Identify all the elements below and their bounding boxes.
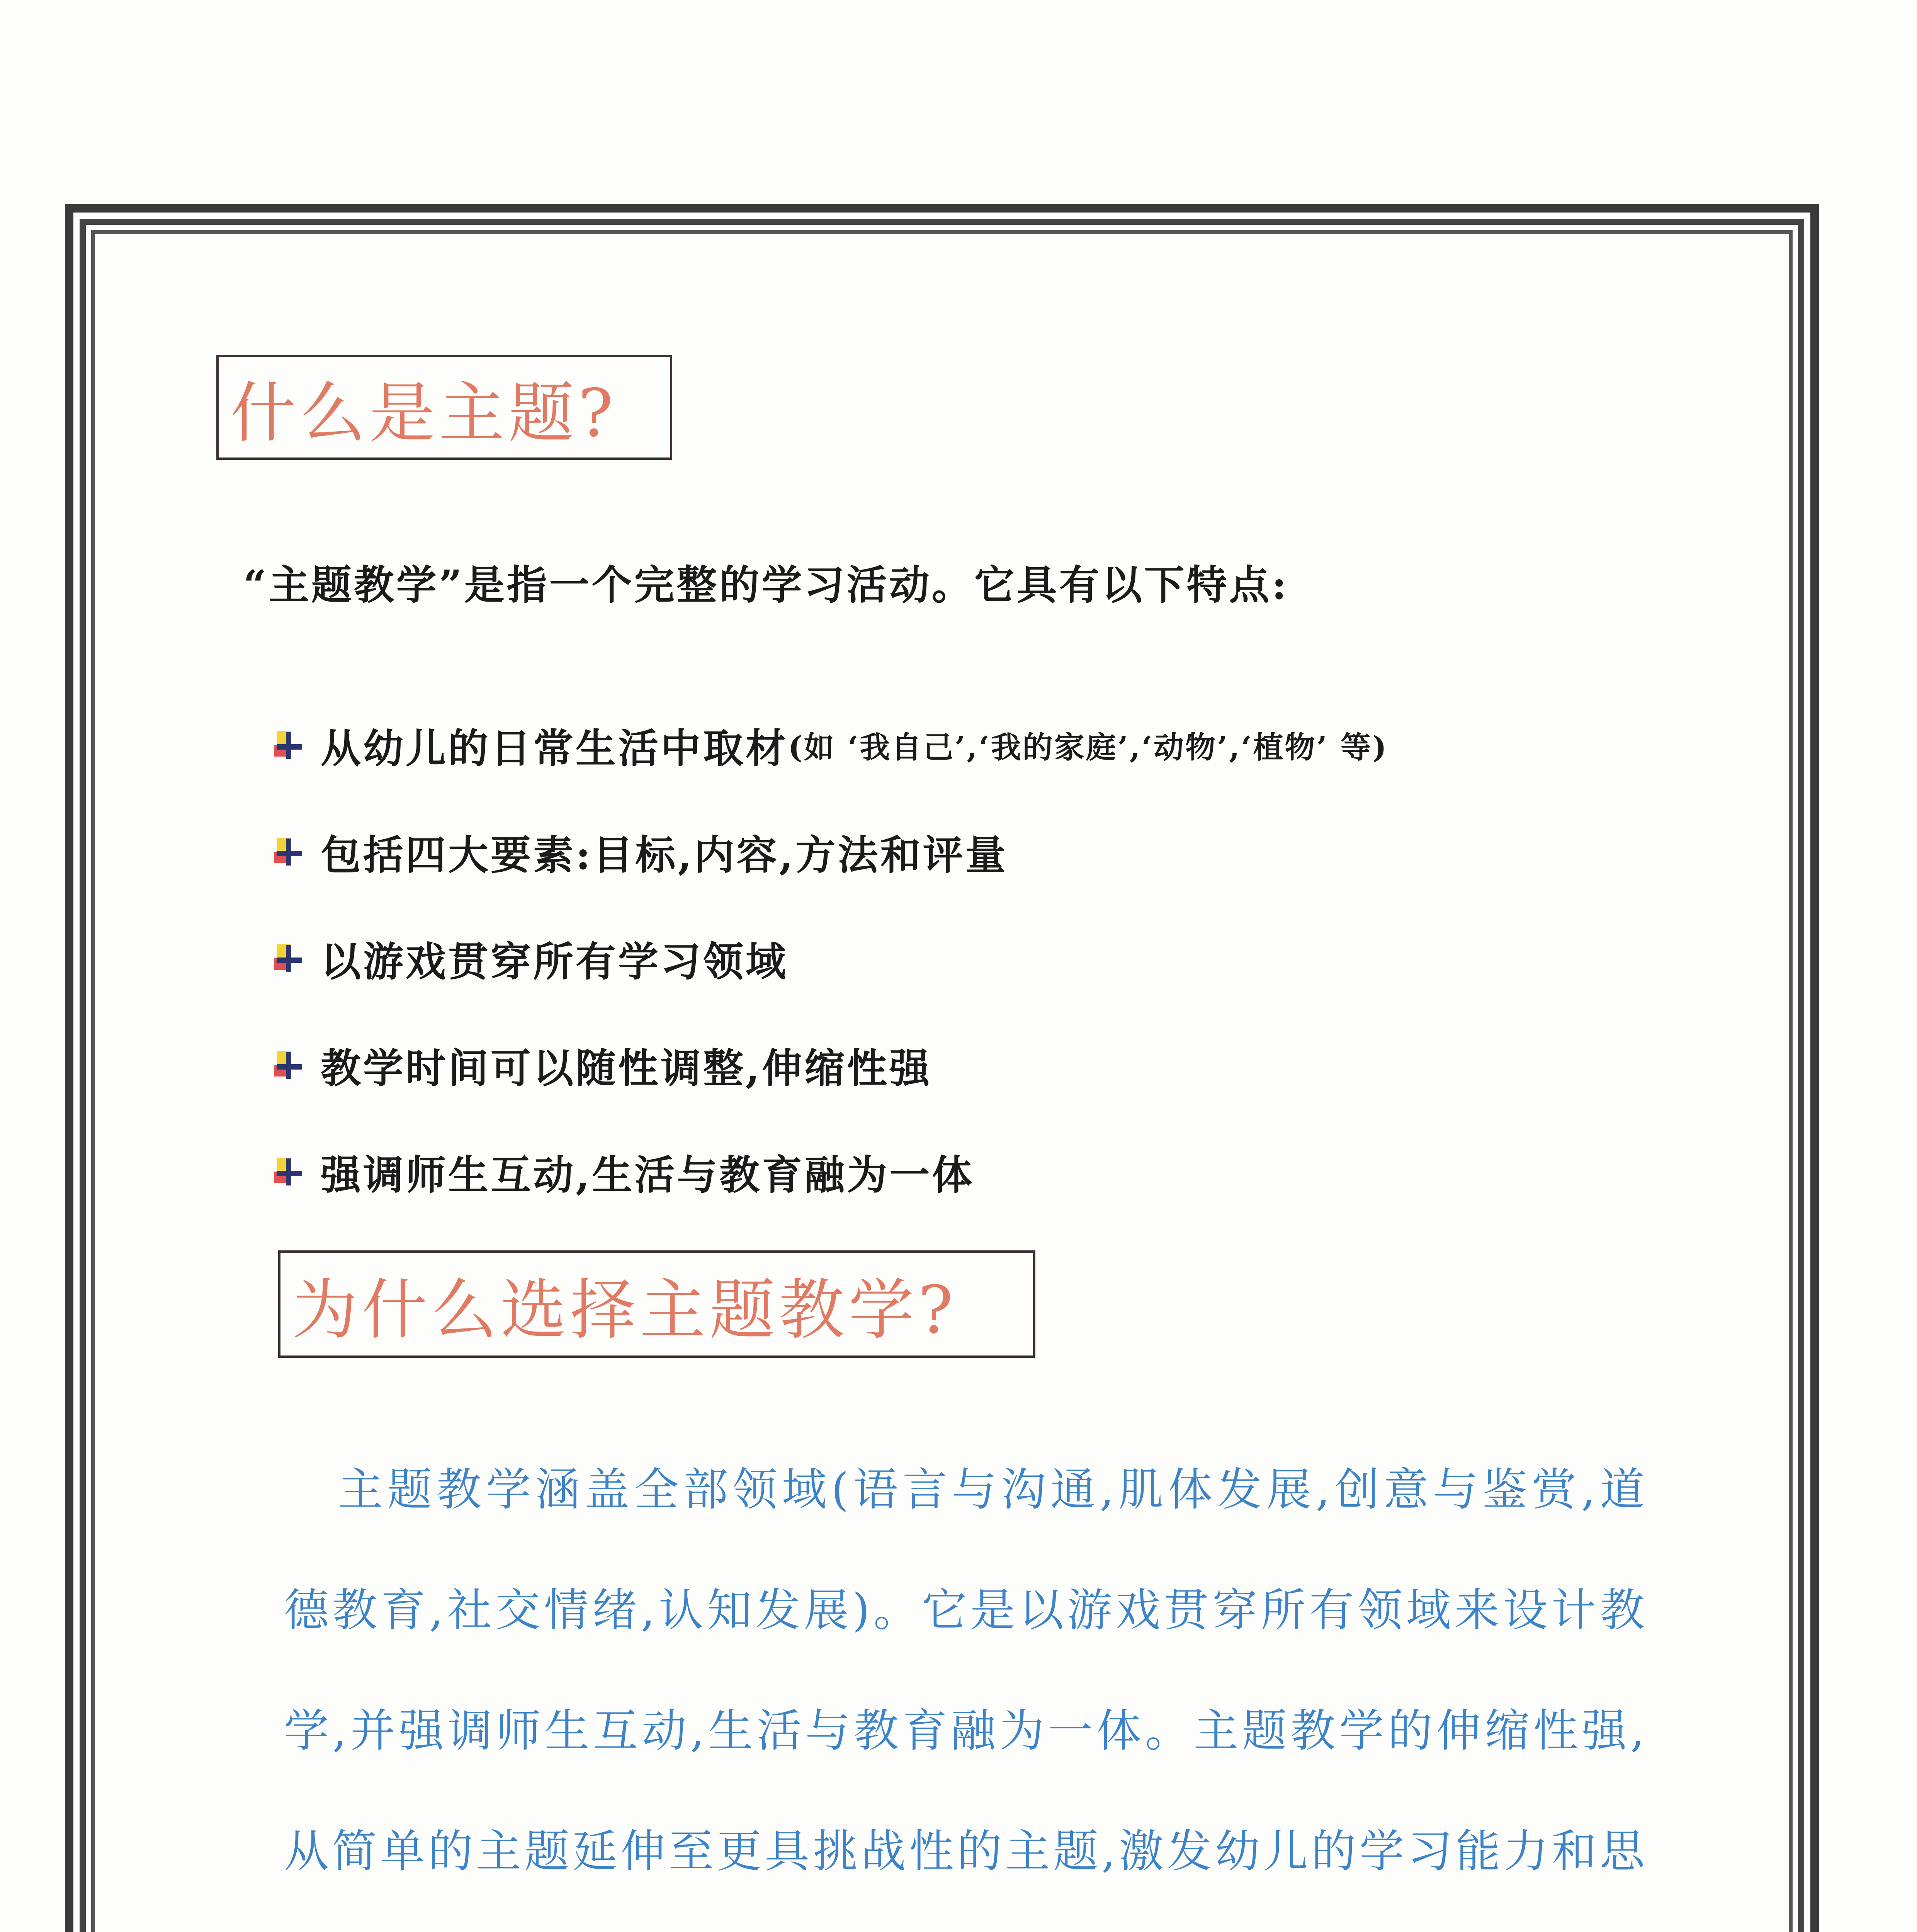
feature-text: 包括四大要素:目标,内容,方法和评量 [321, 831, 1008, 879]
plus-bullet-icon [274, 1156, 305, 1187]
feature-text: 强调师生互动,生活与教育融为一体 [321, 1151, 975, 1199]
feature-item [274, 1118, 1781, 1225]
feature-item [274, 798, 1781, 905]
section-heading-what-is-theme [216, 355, 672, 460]
plus-bullet-icon [274, 836, 305, 867]
feature-item [274, 905, 1781, 1012]
plus-bullet-icon [274, 943, 305, 974]
feature-text: 以游戏贯穿所有学习领域 [321, 938, 789, 985]
feature-text: 教学时间可以随性调整,伸缩性强 [321, 1044, 932, 1092]
body-paragraph: 主题教学涵盖全部领域(语言与沟通,肌体发展,创意与鉴赏,道德教育,社交情绪,认知发展)。它是以游戏贯穿所有领域来设计教学,并强调师生互动,生活与教育融为一体。主题教学的伸缩性强,从简单的主题延伸至更具挑战性的主题,激发幼儿的学习能力和思 [284, 1464, 1648, 1878]
plus-bullet-icon [274, 730, 305, 760]
feature-list [274, 692, 1781, 1225]
section-heading-text: 为什么选择主题教学? [292, 1272, 957, 1349]
section-heading-text: 什么是主题? [230, 375, 617, 452]
feature-item [274, 1012, 1781, 1118]
section-heading-why-theme-teaching [278, 1250, 1035, 1358]
plus-bullet-icon [274, 1049, 305, 1080]
feature-text: 从幼儿的日常生活中取材 [321, 724, 789, 772]
feature-item [274, 692, 1781, 798]
intro-sentence: “主题教学”是指一个完整的学习活动。它具有以下特点: [243, 561, 1289, 609]
feature-examples: (如 ‘我自己’,‘我的家庭’,‘动物’,‘植物’ 等) [788, 730, 1388, 765]
